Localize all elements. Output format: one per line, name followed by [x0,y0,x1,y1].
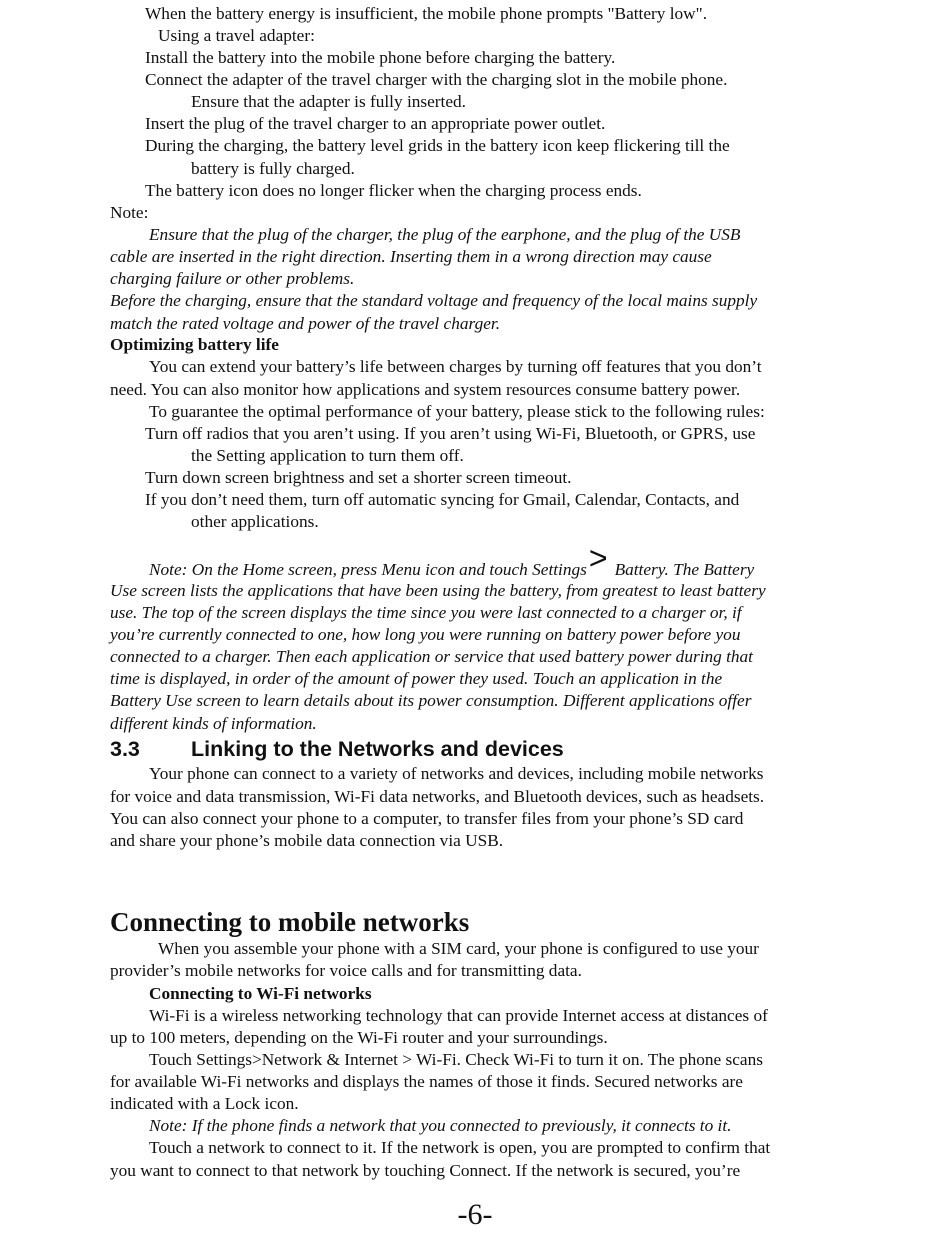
note-text: cable are inserted in the right direction. Inserting them in a wrong direction may cause [110,247,712,266]
note-text: time is displayed, in order of the amount of power they used. Touch an application in the [110,669,723,688]
note-text: Use screen lists the applications that have been using the battery, from greatest to least battery [110,581,766,600]
note-text: match the rated voltage and power of the travel charger. [110,314,501,333]
text-line: During the charging, the battery level grids in the battery icon keep flickering till the [145,136,730,155]
text-line: Turn off radios that you aren’t using. If you aren’t using Wi-Fi, Bluetooth, or GPRS, use [145,424,756,443]
text-line: To guarantee the optimal performance of your battery, please stick to the following rules: [149,402,765,421]
page-number: -6- [457,1198,493,1231]
text-line: Ensure that the adapter is fully inserted. [191,92,466,111]
text-line: other applications. [191,512,319,531]
text-line: indicated with a Lock icon. [110,1094,299,1113]
text-line: and share your phone’s mobile data connection via USB. [110,831,504,850]
text-line: When the battery energy is insufficient, the mobile phone prompts "Battery low". [145,4,708,23]
text-line: Touch a network to connect to it. If the network is open, you are prompted to confirm that [149,1138,771,1157]
note-text: Ensure that the plug of the charger, the plug of the earphone, and the plug of the USB [149,225,741,244]
subheading-wifi-networks: Connecting to Wi-Fi networks [149,984,372,1003]
greater-than-symbol: > [588,540,608,576]
text-line: need. You can also monitor how applications and system resources consume battery power. [110,380,741,399]
note-label: Note: [110,203,149,222]
text-line: for voice and data transmission, Wi-Fi data networks, and Bluetooth devices, such as headsets. [110,787,765,806]
text-line: the Setting application to turn them off. [191,446,464,465]
text-line: Insert the plug of the travel charger to an appropriate power outlet. [145,114,606,133]
note-text: connected to a charger. Then each application or service that used battery power during that [110,647,753,666]
section-heading-3-3 [110,736,564,762]
subheading-optimizing-battery: Optimizing battery life [110,335,279,354]
text-line: provider’s mobile networks for voice calls and for transmitting data. [110,961,582,980]
section-number: 3.3 [110,737,140,761]
text-line: Touch Settings>Network & Internet > Wi-Fi. Check Wi-Fi to turn it on. The phone scans [149,1050,763,1069]
text-line: for available Wi-Fi networks and displays the names of those it finds. Secured networks are [110,1072,743,1091]
text-line: When you assemble your phone with a SIM card, your phone is configured to use your [158,939,759,958]
text-line: The battery icon does no longer flicker when the charging process ends. [145,181,642,200]
note-text: you’re currently connected to one, how long you were running on battery power before you [110,625,741,644]
text-line: Wi-Fi is a wireless networking technology that can provide Internet access at distances of [149,1006,768,1025]
battery-note-text: Note: On the Home screen, press Menu icon and touch Settings [149,560,587,579]
text-line: You can extend your battery’s life between charges by turning off features that you don’t [149,357,762,376]
text-line: Install the battery into the mobile phone before charging the battery. [145,48,616,67]
text-line: Connect the adapter of the travel charger with the charging slot in the mobile phone. [145,70,728,89]
battery-note-text: Battery. The Battery [614,560,755,579]
note-text: Battery Use screen to learn details about its power consumption. Different applications offer [110,691,752,710]
text-line: Turn down screen brightness and set a shorter screen timeout. [145,468,572,487]
section-title: Linking to the Networks and devices [191,737,564,761]
note-text: charging failure or other problems. [110,269,355,288]
note-text: different kinds of information. [110,714,317,733]
note-text: use. The top of the screen displays the time since you were last connected to a charger or, if [110,603,742,622]
note-text: Note: If the phone finds a network that you connected to previously, it connects to it. [149,1116,732,1135]
text-line: Your phone can connect to a variety of networks and devices, including mobile networks [149,764,764,783]
text-line: up to 100 meters, depending on the Wi-Fi router and your surroundings. [110,1028,608,1047]
text-line: you want to connect to that network by touching Connect. If the network is secured, you’re [110,1161,741,1180]
text-line: You can also connect your phone to a computer, to transfer files from your phone’s SD card [110,809,744,828]
text-line: If you don’t need them, turn off automatic syncing for Gmail, Calendar, Contacts, and [145,490,740,509]
battery-note-line [149,540,755,581]
heading-connecting-mobile-networks: Connecting to mobile networks [110,907,470,937]
note-text: Before the charging, ensure that the standard voltage and frequency of the local mains supply [110,291,758,310]
text-line: Using a travel adapter: [158,26,315,45]
text-line: battery is fully charged. [191,159,355,178]
